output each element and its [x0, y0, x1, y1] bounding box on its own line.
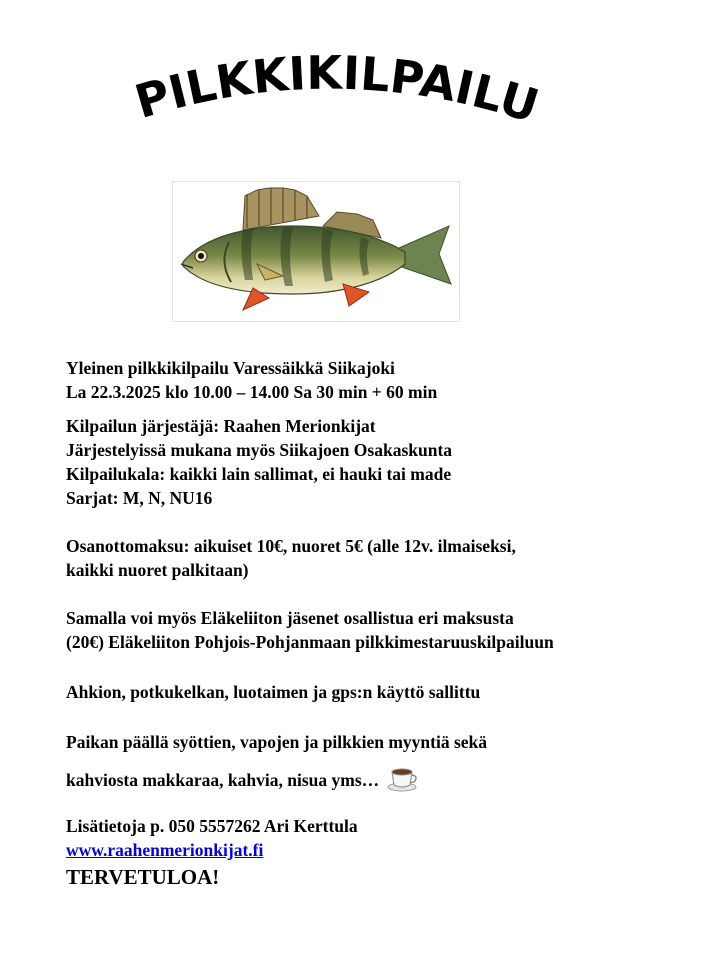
contact-info: Lisätietoja p. 050 5557262 Ari Kerttula — [66, 816, 358, 836]
poster-content — [66, 356, 686, 892]
fish-rules-text: Kilpailukala: kaikki lain sallimat, ei hauki tai made — [66, 464, 452, 484]
pension-line-1: Samalla voi myös Eläkeliiton jäsenet osallistua eri maksusta — [66, 608, 514, 628]
welcome-text: TERVETULOA! — [66, 865, 220, 889]
perch-fish-icon — [173, 182, 459, 321]
equipment-text: Ahkion, potkukelkan, luotaimen ja gps:n käyttö sallittu — [66, 682, 481, 702]
series-text: Sarjat: M, N, NU16 — [66, 488, 213, 508]
page-title — [0, 0, 720, 170]
co-organizer-text: Järjestelyissä mukana myös Siikajoen Osakaskunta — [66, 440, 453, 460]
website-link[interactable]: www.raahenmerionkijat.fi — [66, 840, 264, 860]
organizer-text: Kilpailun järjestäjä: Raahen Merionkijat — [66, 416, 376, 436]
fee-line-2: kaikki nuoret palkitaan) — [66, 560, 249, 580]
sales-line-1: Paikan päällä syöttien, vapojen ja pilkkien myyntiä sekä — [66, 732, 488, 752]
intro-line-1: Yleinen pilkkikilpailu Varessäikkä Siikajoki — [66, 358, 395, 378]
sales-line-2-text: kahviosta makkaraa, kahvia, nisua yms… — [66, 770, 380, 790]
sales-line-2 — [66, 766, 686, 792]
title-text: PILKKIKILPAILU — [129, 45, 545, 134]
pension-line-2: (20€) Eläkeliiton Pohjois-Pohjanmaan pilkkimestaruuskilpailuun — [66, 632, 554, 652]
coffee-cup-icon — [387, 766, 419, 792]
fish-image — [172, 181, 460, 322]
fee-line-1: Osanottomaksu: aikuiset 10€, nuoret 5€ (alle 12v. ilmaiseksi, — [66, 536, 516, 556]
website-line — [66, 838, 686, 862]
intro-line-2: La 22.3.2025 klo 10.00 – 14.00 Sa 30 min + 60 min — [66, 382, 438, 402]
